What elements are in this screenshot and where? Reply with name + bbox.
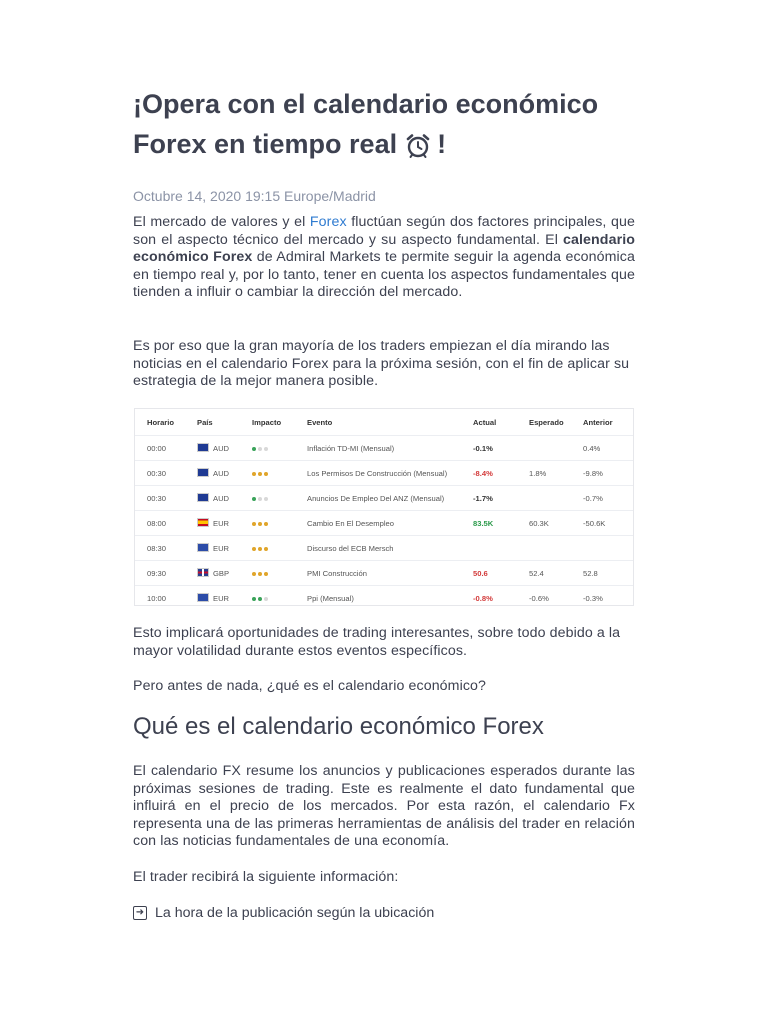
country-code: EUR bbox=[213, 519, 230, 528]
table-body bbox=[135, 436, 633, 611]
time-cell: 08:30 bbox=[135, 536, 197, 561]
paragraph-info: El trader recibirá la siguiente información: bbox=[133, 869, 399, 885]
column-header: Evento bbox=[307, 417, 333, 427]
title-line-1: ¡Opera con el calendario económico bbox=[133, 89, 599, 119]
title-exclamation: ! bbox=[437, 129, 447, 159]
table-row bbox=[135, 586, 633, 611]
country-flag-icon bbox=[197, 468, 209, 477]
table-row bbox=[135, 436, 633, 461]
impact-dot bbox=[264, 497, 268, 501]
arrow-right-box-icon: ➜ bbox=[133, 906, 147, 920]
impact-dot bbox=[252, 497, 256, 501]
section-heading: Qué es el calendario económico Forex bbox=[133, 713, 544, 740]
column-header: Anterior bbox=[583, 417, 613, 427]
country-code: AUD bbox=[213, 494, 230, 503]
actual-cell: -1.7% bbox=[473, 486, 529, 511]
title-line-2: Forex en tiempo real bbox=[133, 129, 398, 159]
country-cell bbox=[197, 536, 252, 561]
country-cell bbox=[197, 461, 252, 486]
time-cell: 10:00 bbox=[135, 586, 197, 611]
impact-dot bbox=[264, 572, 268, 576]
impact-cell bbox=[252, 511, 307, 536]
bullet-item bbox=[133, 905, 434, 921]
column-header: País bbox=[197, 417, 213, 427]
event-cell: Anuncios De Empleo Del ANZ (Mensual) bbox=[307, 486, 473, 511]
country-code: EUR bbox=[213, 544, 230, 553]
table-row bbox=[135, 561, 633, 586]
table-row bbox=[135, 461, 633, 486]
country-code: AUD bbox=[213, 444, 230, 453]
impact-dot bbox=[258, 597, 262, 601]
impact-cell bbox=[252, 461, 307, 486]
impact-dot bbox=[252, 597, 256, 601]
country-cell bbox=[197, 511, 252, 536]
economic-calendar-table bbox=[134, 408, 634, 606]
paragraph-traders: Es por eso que la gran mayoría de los traders empiezan el día mirando las noticias en el calendario Forex para la próxima sesión, con el fin de aplicar su estrategia de la mejor manera posible. bbox=[133, 338, 630, 390]
publish-date: Octubre 14, 2020 19:15 Europe/Madrid bbox=[133, 188, 376, 204]
event-cell: Cambio En El Desempleo bbox=[307, 511, 473, 536]
impact-dot bbox=[264, 472, 268, 476]
expected-cell: 52.4 bbox=[529, 561, 583, 586]
country-code: AUD bbox=[213, 469, 230, 478]
actual-cell: -0.1% bbox=[473, 436, 529, 461]
table-row bbox=[135, 511, 633, 536]
actual-cell: -0.8% bbox=[473, 586, 529, 611]
impact-cell bbox=[252, 436, 307, 461]
country-code: GBP bbox=[213, 569, 230, 578]
impact-dot bbox=[264, 547, 268, 551]
impact-dot bbox=[258, 497, 262, 501]
actual-cell: -8.4% bbox=[473, 461, 529, 486]
article-title bbox=[133, 84, 653, 170]
impact-dot bbox=[258, 447, 262, 451]
country-cell bbox=[197, 436, 252, 461]
column-header: Esperado bbox=[529, 417, 564, 427]
forex-link[interactable]: Forex bbox=[309, 214, 347, 230]
column-header: Horario bbox=[147, 417, 175, 427]
event-cell: Los Permisos De Construcción (Mensual) bbox=[307, 461, 473, 486]
time-cell: 09:30 bbox=[135, 561, 197, 586]
previous-cell: -0.7% bbox=[583, 486, 633, 511]
previous-cell: -9.8% bbox=[583, 461, 633, 486]
event-cell: Discurso del ECB Mersch bbox=[307, 536, 473, 561]
alarm-clock-icon bbox=[405, 130, 431, 170]
event-cell: Inflación TD-MI (Mensual) bbox=[307, 436, 473, 461]
country-flag-icon bbox=[197, 568, 209, 577]
column-header: Actual bbox=[473, 417, 497, 427]
impact-dot bbox=[258, 547, 262, 551]
impact-dot bbox=[264, 597, 268, 601]
country-cell bbox=[197, 586, 252, 611]
intro-paragraph: El mercado de valores y el Forex fluctúan según dos factores principales, que son el aspecto técnico del mercado y su aspecto fundamental. El calendario económico Forex de Admiral Markets te permite seguir la agenda económica en tiempo real y, por lo tanto, tener en cuenta los aspectos fundamentales que tienden a influir o cambiar la dirección del mercado. bbox=[133, 214, 635, 301]
impact-dot bbox=[252, 547, 256, 551]
table-row bbox=[135, 536, 633, 561]
previous-cell: -0.3% bbox=[583, 586, 633, 611]
previous-cell: -50.6K bbox=[583, 511, 633, 536]
event-cell: Ppi (Mensual) bbox=[307, 586, 473, 611]
impact-cell bbox=[252, 486, 307, 511]
expected-cell bbox=[529, 536, 583, 561]
paragraph-question: Pero antes de nada, ¿qué es el calendario económico? bbox=[133, 678, 487, 694]
calendar-bold: calendario económico Forex bbox=[133, 231, 635, 266]
impact-dot bbox=[258, 472, 262, 476]
previous-cell: 0.4% bbox=[583, 436, 633, 461]
previous-cell: 52.8 bbox=[583, 561, 633, 586]
impact-dot bbox=[252, 472, 256, 476]
impact-dot bbox=[264, 522, 268, 526]
table-header-row bbox=[135, 409, 633, 436]
country-flag-icon bbox=[197, 518, 209, 527]
country-flag-icon bbox=[197, 443, 209, 452]
actual-cell: 50.6 bbox=[473, 561, 529, 586]
country-flag-icon bbox=[197, 593, 209, 602]
country-cell bbox=[197, 486, 252, 511]
time-cell: 00:30 bbox=[135, 486, 197, 511]
paragraph-definition: El calendario FX resume los anuncios y publicaciones esperados durante las próximas sesiones de trading. Este es realmente el dato fundamental que influirá en el precio de los mercados. Por esta razón, el calendario Fx representa una de las primeras herramientas de análisis del trader en relación con las noticias fundamentales de una economía. bbox=[133, 763, 635, 850]
impact-dot bbox=[258, 522, 262, 526]
expected-cell bbox=[529, 486, 583, 511]
impact-cell bbox=[252, 561, 307, 586]
country-cell bbox=[197, 561, 252, 586]
impact-cell bbox=[252, 586, 307, 611]
impact-dot bbox=[252, 572, 256, 576]
actual-cell bbox=[473, 536, 529, 561]
bullet-text: La hora de la publicación según la ubicación bbox=[155, 905, 435, 921]
event-cell: PMI Construcción bbox=[307, 561, 473, 586]
impact-dot bbox=[252, 522, 256, 526]
impact-dot bbox=[258, 572, 262, 576]
expected-cell: -0.6% bbox=[529, 586, 583, 611]
column-header: Impacto bbox=[252, 417, 282, 427]
time-cell: 00:30 bbox=[135, 461, 197, 486]
impact-cell bbox=[252, 536, 307, 561]
previous-cell bbox=[583, 536, 633, 561]
impact-dot bbox=[264, 447, 268, 451]
expected-cell: 60.3K bbox=[529, 511, 583, 536]
country-flag-icon bbox=[197, 543, 209, 552]
table-row bbox=[135, 486, 633, 511]
expected-cell bbox=[529, 436, 583, 461]
country-code: EUR bbox=[213, 594, 230, 603]
paragraph-opportunities: Esto implicará oportunidades de trading interesantes, sobre todo debido a la mayor volatilidad durante estos eventos específicos. bbox=[133, 625, 621, 659]
actual-cell: 83.5K bbox=[473, 511, 529, 536]
impact-dot bbox=[252, 447, 256, 451]
time-cell: 00:00 bbox=[135, 436, 197, 461]
time-cell: 08:00 bbox=[135, 511, 197, 536]
expected-cell: 1.8% bbox=[529, 461, 583, 486]
country-flag-icon bbox=[197, 493, 209, 502]
